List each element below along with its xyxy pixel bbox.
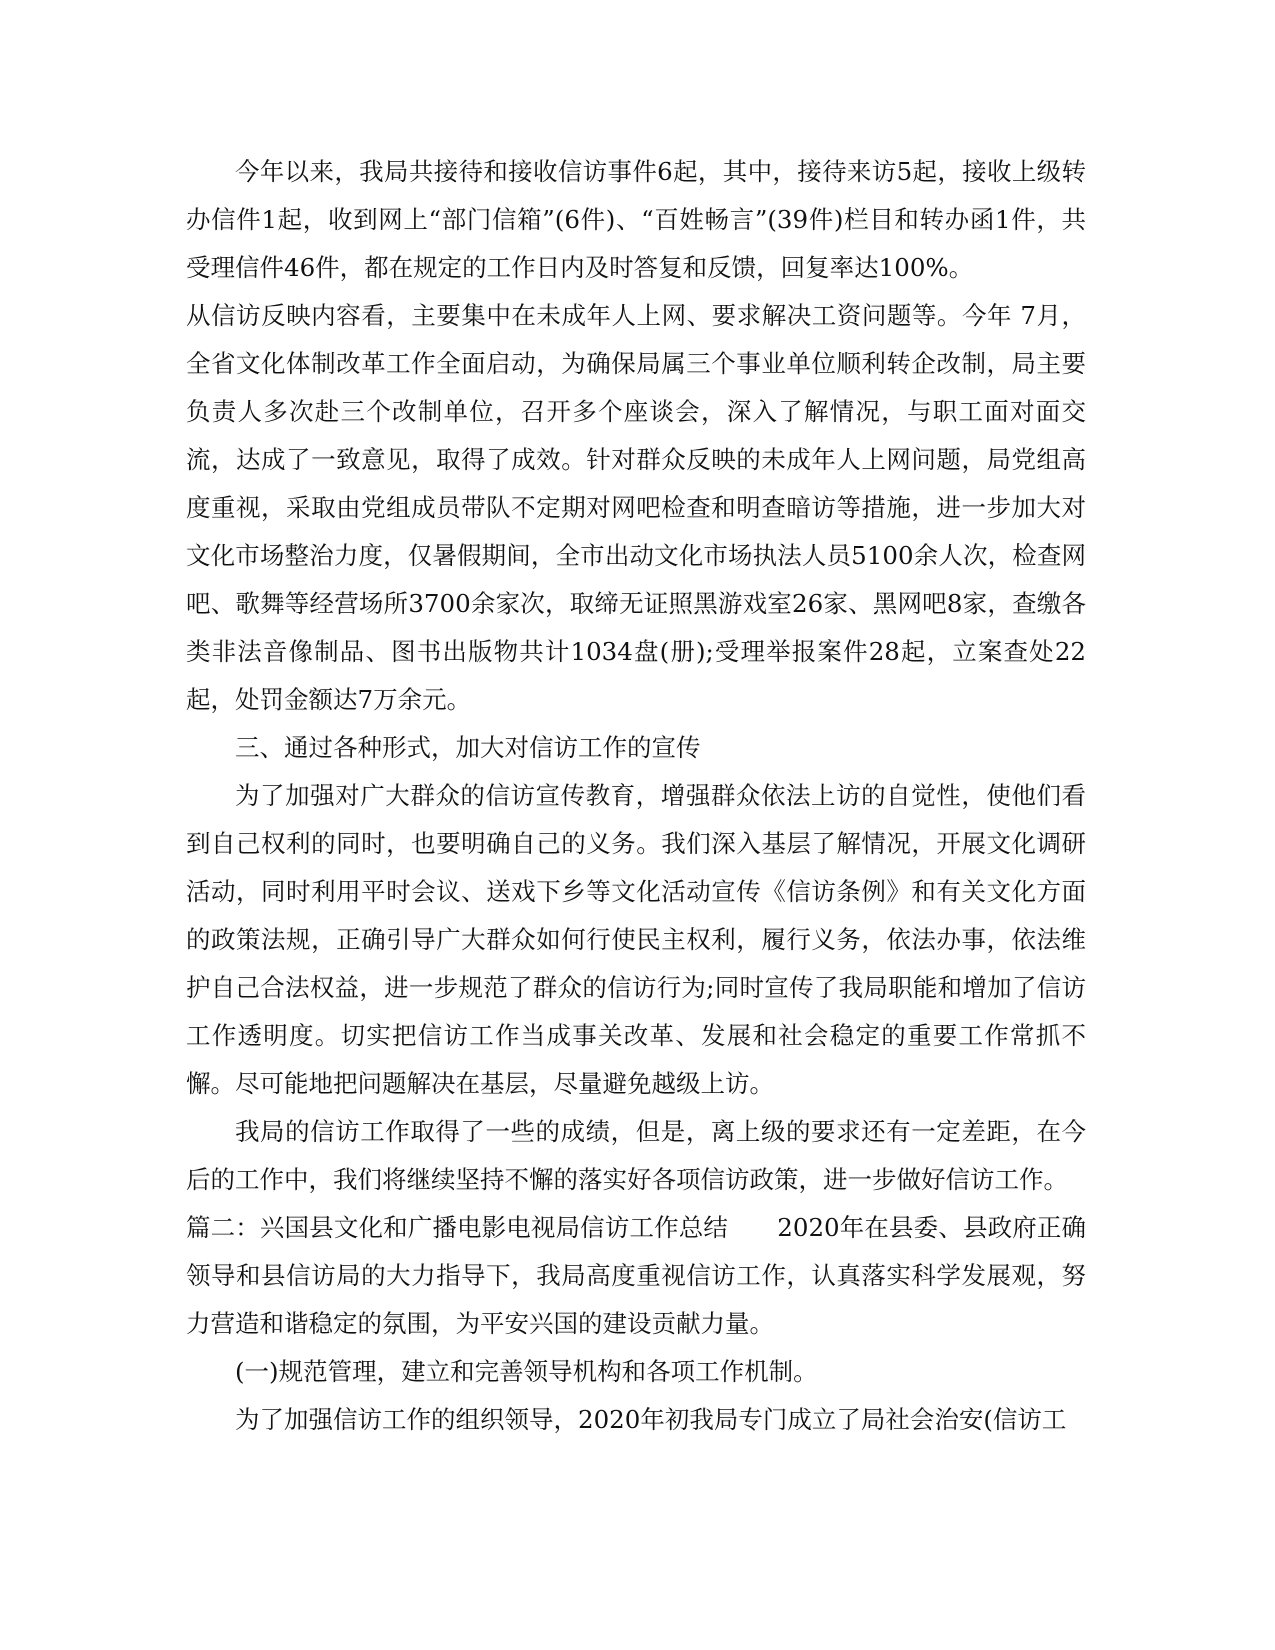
paragraph-content-analysis: 从信访反映内容看，主要集中在未成年人上网、要求解决工资问题等。今年 7月，全省文化体制改革工作全面启动，为确保局属三个事业单位顺利转企改制，局主要负责人多次赴三个改制单位，召开多个座谈会，深入了解情况，与职工面对面交流，达成了一致意见，取得了成效。针对群众反映的未成年人上网问题，局党组高度重视，采取由党组成员带队不定期对网吧检查和明查暗访等措施，进一步加大对文化市场整治力度，仅暑假期间，全市出动文化市场执法人员5100余人次，检查网吧、歌舞等经营场所3700余家次，取缔无证照黑游戏室26家、黑网吧8家，查缴各类非法音像制品、图书出版物共计1034盘(册);受理举报案件28起，立案查处22起，处罚金额达7万余元。 [186,301,1086,714]
paragraph-letters-stats: 今年以来，我局共接待和接收信访事件6起，其中，接待来访5起，接收上级转办信件1起，收到网上“部门信箱”(6件)、“百姓畅言”(39件)栏目和转办函1件，共受理信件46件，都在规定的工作日内及时答复和反馈，回复率达100%。 [186,157,1086,282]
section-heading-management: (一)规范管理，建立和完善领导机构和各项工作机制。 [235,1357,818,1386]
paragraph-publicity: 为了加强对广大群众的信访宣传教育，增强群众依法上访的自觉性，使他们看到自己权利的同时，也要明确自己的义务。我们深入基层了解情况，开展文化调研活动，同时利用平时会议、送戏下乡等文化活动宣传《信访条例》和有关文化方面的政策法规，正确引导广大群众如何行使民主权利，履行义务，依法办事，依法维护自己合法权益，进一步规范了群众的信访行为;同时宣传了我局职能和增加了信访工作透明度。切实把信访工作当成事关改革、发展和社会稳定的重要工作常抓不懈。尽可能地把问题解决在基层，尽量避免越级上访。 [186,781,1086,1098]
paragraph-part-two-intro: 篇二：兴国县文化和广播电影电视局信访工作总结 2020年在县委、县政府正确领导和县信访局的大力指导下，我局高度重视信访工作，认真落实科学发展观，努力营造和谐稳定的氛围，为平安兴国的建设贡献力量。 [186,1213,1086,1338]
paragraph-organization: 为了加强信访工作的组织领导，2020年初我局专门成立了局社会治安(信访工 [235,1405,1067,1434]
section-heading-publicity: 三、通过各种形式，加大对信访工作的宣传 [235,733,701,762]
document-body [186,148,1086,1444]
paragraph-conclusion: 我局的信访工作取得了一些的成绩，但是，离上级的要求还有一定差距，在今后的工作中，我们将继续坚持不懈的落实好各项信访政策，进一步做好信访工作。 [186,1117,1086,1194]
